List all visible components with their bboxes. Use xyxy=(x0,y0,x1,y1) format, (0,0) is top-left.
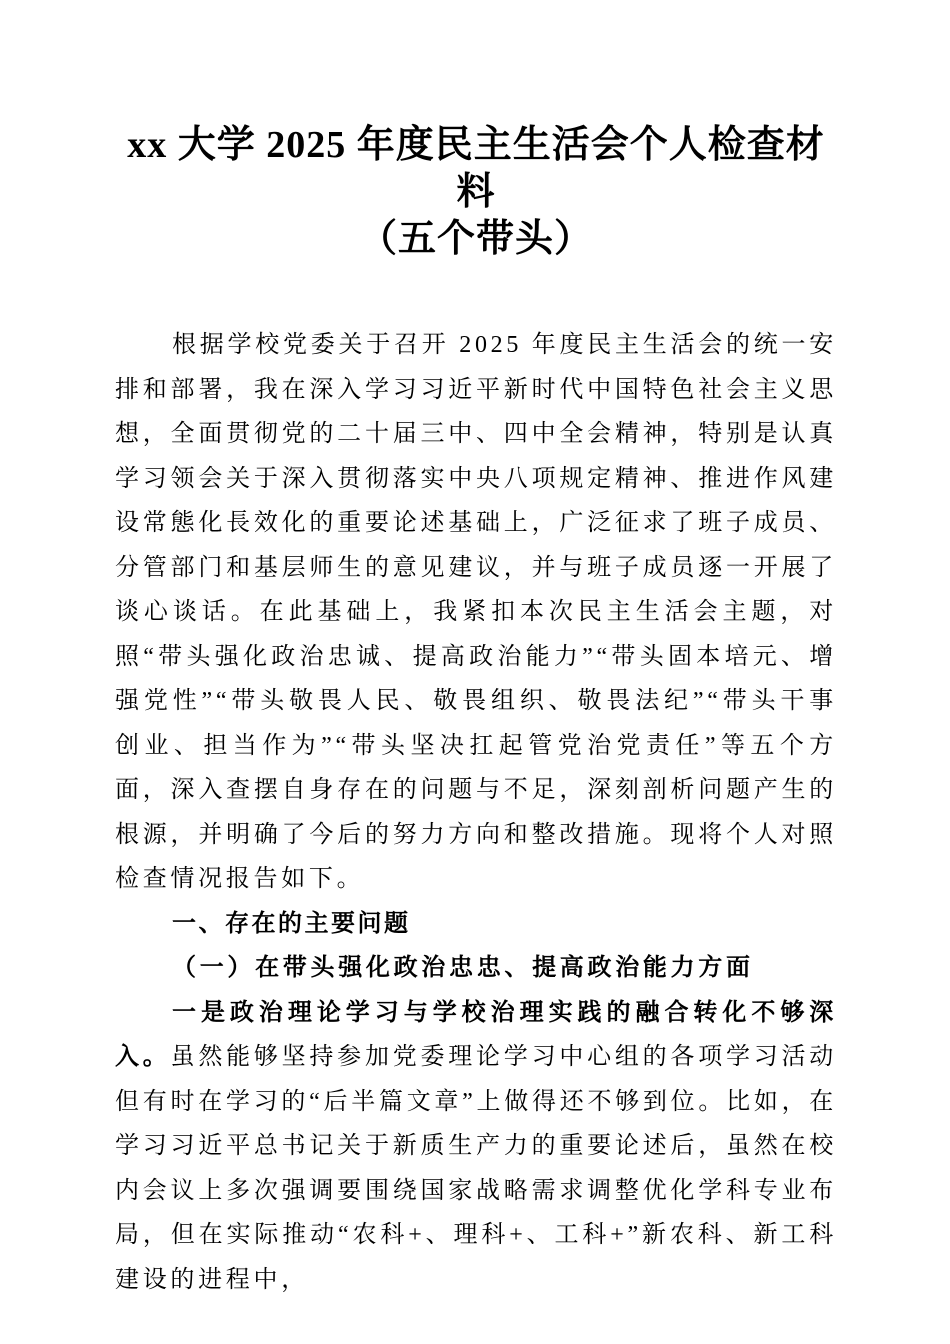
section-heading-main-problems: 一、存在的主要问题 xyxy=(172,909,411,937)
document-title-line1: xx 大学 2025 年度民主生活会个人检查材料 xyxy=(127,124,825,213)
issue-1-body-text: 虽然能够坚持参加党委理论学习中心组的各项学习活动但有时在学习的“后半篇文章”上做得还不够到位。比如，在学习习近平总书记关于新质生产力的重要论述后，虽然在校内会议上多次强调要围绕国家战略需求调整优化学科专业布局，但在实际推动“农科+、理科+、工科+”新农科、新工科建设的进程中， xyxy=(115,1044,837,1293)
document-title-line2: （五个带头） xyxy=(358,218,593,260)
document-title xyxy=(115,122,837,263)
paragraph-intro: 根据学校党委关于召开 2025 年度民主生活会的统一安排和部署，我在深入学习习近平新时代中国特色社会主义思想，全面贯彻党的二十届三中、四中全会精神，特别是认真学习领会关于深入贯彻落实中央八项规定精神、推进作风建设常態化長效化的重要论述基础上，广泛征求了班子成员、分管部门和基层师生的意见建议，并与班子成员逐一开展了谈心谈话。在此基础上，我紧扣本次民主生活会主题，对照“带头强化政治忠诚、提高政治能力”“带头固本培元、增强党性”“带头敬畏人民、敬畏组织、敬畏法纪”“带头干事创业、担当作为”“带头坚决扛起管党治党责任”等五个方面，深入查摆自身存在的问题与不足，深刻剖析问题产生的根源，并明确了今后的努力方向和整改措施。现将个人对照检查情况报告如下。 xyxy=(115,332,837,892)
issue-1-lead-sentence: 一是政治理论学习与学校治理实践的融合转化不够深入。 xyxy=(115,999,837,1070)
document-body xyxy=(115,323,837,1302)
paragraph-issue-1 xyxy=(115,991,837,1303)
subsection-heading-political-loyalty: （一）在带头强化政治忠忠、提高政治能力方面 xyxy=(172,955,754,981)
